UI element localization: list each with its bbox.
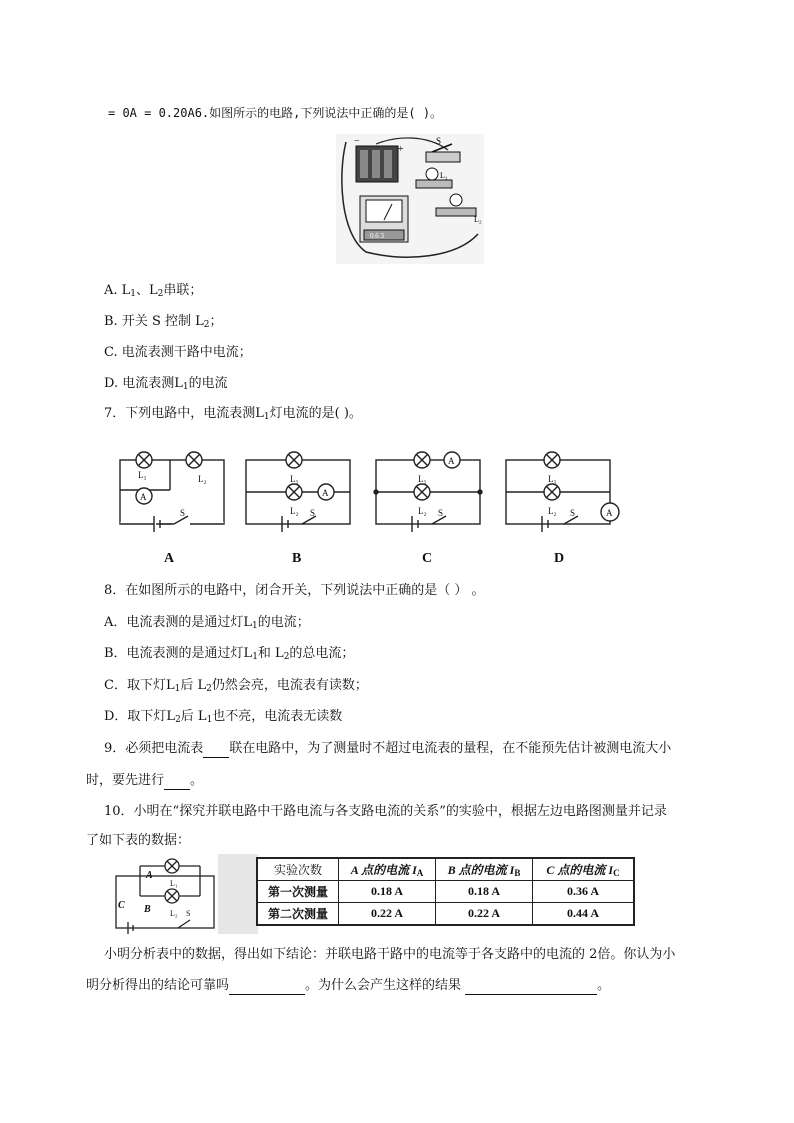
q10-line-1: 10．小明在“探究并联电路中干路电流与各支路电流的关系”的实验中，根据左边电路图测量并记录 xyxy=(104,804,667,819)
table-row xyxy=(257,903,634,926)
q10-point-a: A xyxy=(146,870,153,881)
q6-option-a: A. $L_1$、$L_2$串联； xyxy=(104,283,203,299)
q7-a-l2: L₂ xyxy=(198,474,207,484)
q7-letter-d: D xyxy=(554,551,565,566)
q7-c-l2: L₂ xyxy=(418,506,427,516)
q7-letter-b: B xyxy=(292,551,302,566)
q9-line-1: 9．必须把电流表 联在电路中，为了测量时不超过电流表的量程，在不能预先估计被测电流大小 xyxy=(104,741,672,756)
q10-point-c: C xyxy=(118,900,125,911)
q10-line-2: 了如下表的数据： xyxy=(86,833,191,848)
q6-plus-label: + xyxy=(398,144,404,155)
q6-circuit-photo xyxy=(336,134,484,264)
table-header-row xyxy=(257,858,634,881)
q7-a-s: S xyxy=(180,508,186,518)
q10-conclusion-1: 小明分析表中的数据，得出如下结论：并联电路干路中的电流等于各支路中的电流的 2倍。你认为小 xyxy=(104,947,676,962)
q7-circuit-diagrams xyxy=(110,444,630,568)
q7-c-ammeter: A xyxy=(448,456,455,466)
q6-option-c: C. 电流表测干路中电流； xyxy=(104,345,252,360)
table-header-cell: A 点的电流 $I_A$ xyxy=(339,858,436,881)
q7-a-ammeter: A xyxy=(140,492,147,502)
q7-circuit-b xyxy=(246,452,350,532)
table-header-cell: 实验次数 xyxy=(257,858,339,881)
q7-b-l2: L₂ xyxy=(290,506,299,516)
q6-minus-label: − xyxy=(354,136,360,147)
table-cell: 0.44 A xyxy=(533,903,635,926)
q10-s: S xyxy=(186,909,191,918)
table-cell: 第一次测量 xyxy=(257,881,339,903)
q10-l1: L₁ xyxy=(170,879,178,888)
q10-l2: L₂ xyxy=(170,909,178,918)
q6-switch-label: S xyxy=(436,136,442,146)
q7-d-l2: L₂ xyxy=(548,506,557,516)
q8-option-b: B．电流表测的是通过灯$L_1$和 $L_2$的总电流； xyxy=(104,646,355,662)
q7-d-ammeter: A xyxy=(606,508,613,518)
q7-b-l1: L₁ xyxy=(290,474,299,484)
table-cell: 0.22 A xyxy=(339,903,436,926)
q7-b-s: S xyxy=(310,508,316,518)
q6-l2-label: L₂ xyxy=(474,215,482,224)
q10-circuit xyxy=(108,854,258,934)
q7-d-l1: L₁ xyxy=(548,474,557,484)
q9-line-2: 时，要先进行 。 xyxy=(86,773,204,788)
q7-circuit-a xyxy=(120,452,224,532)
q7-circuit-d xyxy=(506,452,619,532)
q8-option-a: A．电流表测的是通过灯$L_1$的电流； xyxy=(104,615,310,631)
q6-meter-scale: 0.6 3 xyxy=(370,232,384,240)
q7-stem: 7．下列电路中，电流表测$L_1$灯电流的是( )。 xyxy=(104,406,362,422)
table-row xyxy=(257,881,634,903)
q7-b-ammeter: A xyxy=(322,488,329,498)
q8-option-d: D．取下灯$L_2$后 $L_1$也不亮，电流表无读数 xyxy=(104,709,343,725)
q10-point-b: B xyxy=(144,904,151,915)
q8-option-c: C．取下灯$L_1$后 $L_2$仍然会亮，电流表有读数； xyxy=(104,678,368,694)
q8-stem: 8．在如图所示的电路中，闭合开关，下列说法中正确的是（ ） 。 xyxy=(104,583,485,598)
q10-blank-reason[interactable] xyxy=(465,980,597,995)
q10-blank-reliable[interactable] xyxy=(229,980,305,995)
table-cell: 0.18 A xyxy=(339,881,436,903)
q9-blank-2[interactable] xyxy=(164,775,190,790)
q6-option-b: B. 开关 S 控制 $L_2$； xyxy=(104,314,223,330)
table-header-cell: C 点的电流 $I_C$ xyxy=(533,858,635,881)
q7-d-s: S xyxy=(570,508,576,518)
table-cell: 0.22 A xyxy=(436,903,533,926)
q7-a-l1: L₁ xyxy=(138,470,147,480)
table-cell: 第二次测量 xyxy=(257,903,339,926)
q7-c-l1: L₁ xyxy=(418,474,427,484)
q10-data-table xyxy=(256,857,635,926)
table-cell: 0.18 A xyxy=(436,881,533,903)
q6-l1-label: L₁ xyxy=(440,171,448,180)
q7-c-s: S xyxy=(438,508,444,518)
q10-conclusion-2: 明分析得出的结论可靠吗 。为什么会产生这样的结果 。 xyxy=(86,978,611,993)
table-cell: 0.36 A xyxy=(533,881,635,903)
q7-letter-a: A xyxy=(164,551,175,566)
q7-letter-c: C xyxy=(422,551,433,566)
q7-circuit-c xyxy=(374,452,482,532)
q9-blank-1[interactable] xyxy=(203,743,229,758)
q6-stem: = 0A = 0.20A6.如图所示的电路,下列说法中正确的是( )。 xyxy=(108,106,443,120)
q6-option-d: D. 电流表测$L_1$的电流 xyxy=(104,376,228,392)
table-header-cell: B 点的电流 $I_B$ xyxy=(436,858,533,881)
